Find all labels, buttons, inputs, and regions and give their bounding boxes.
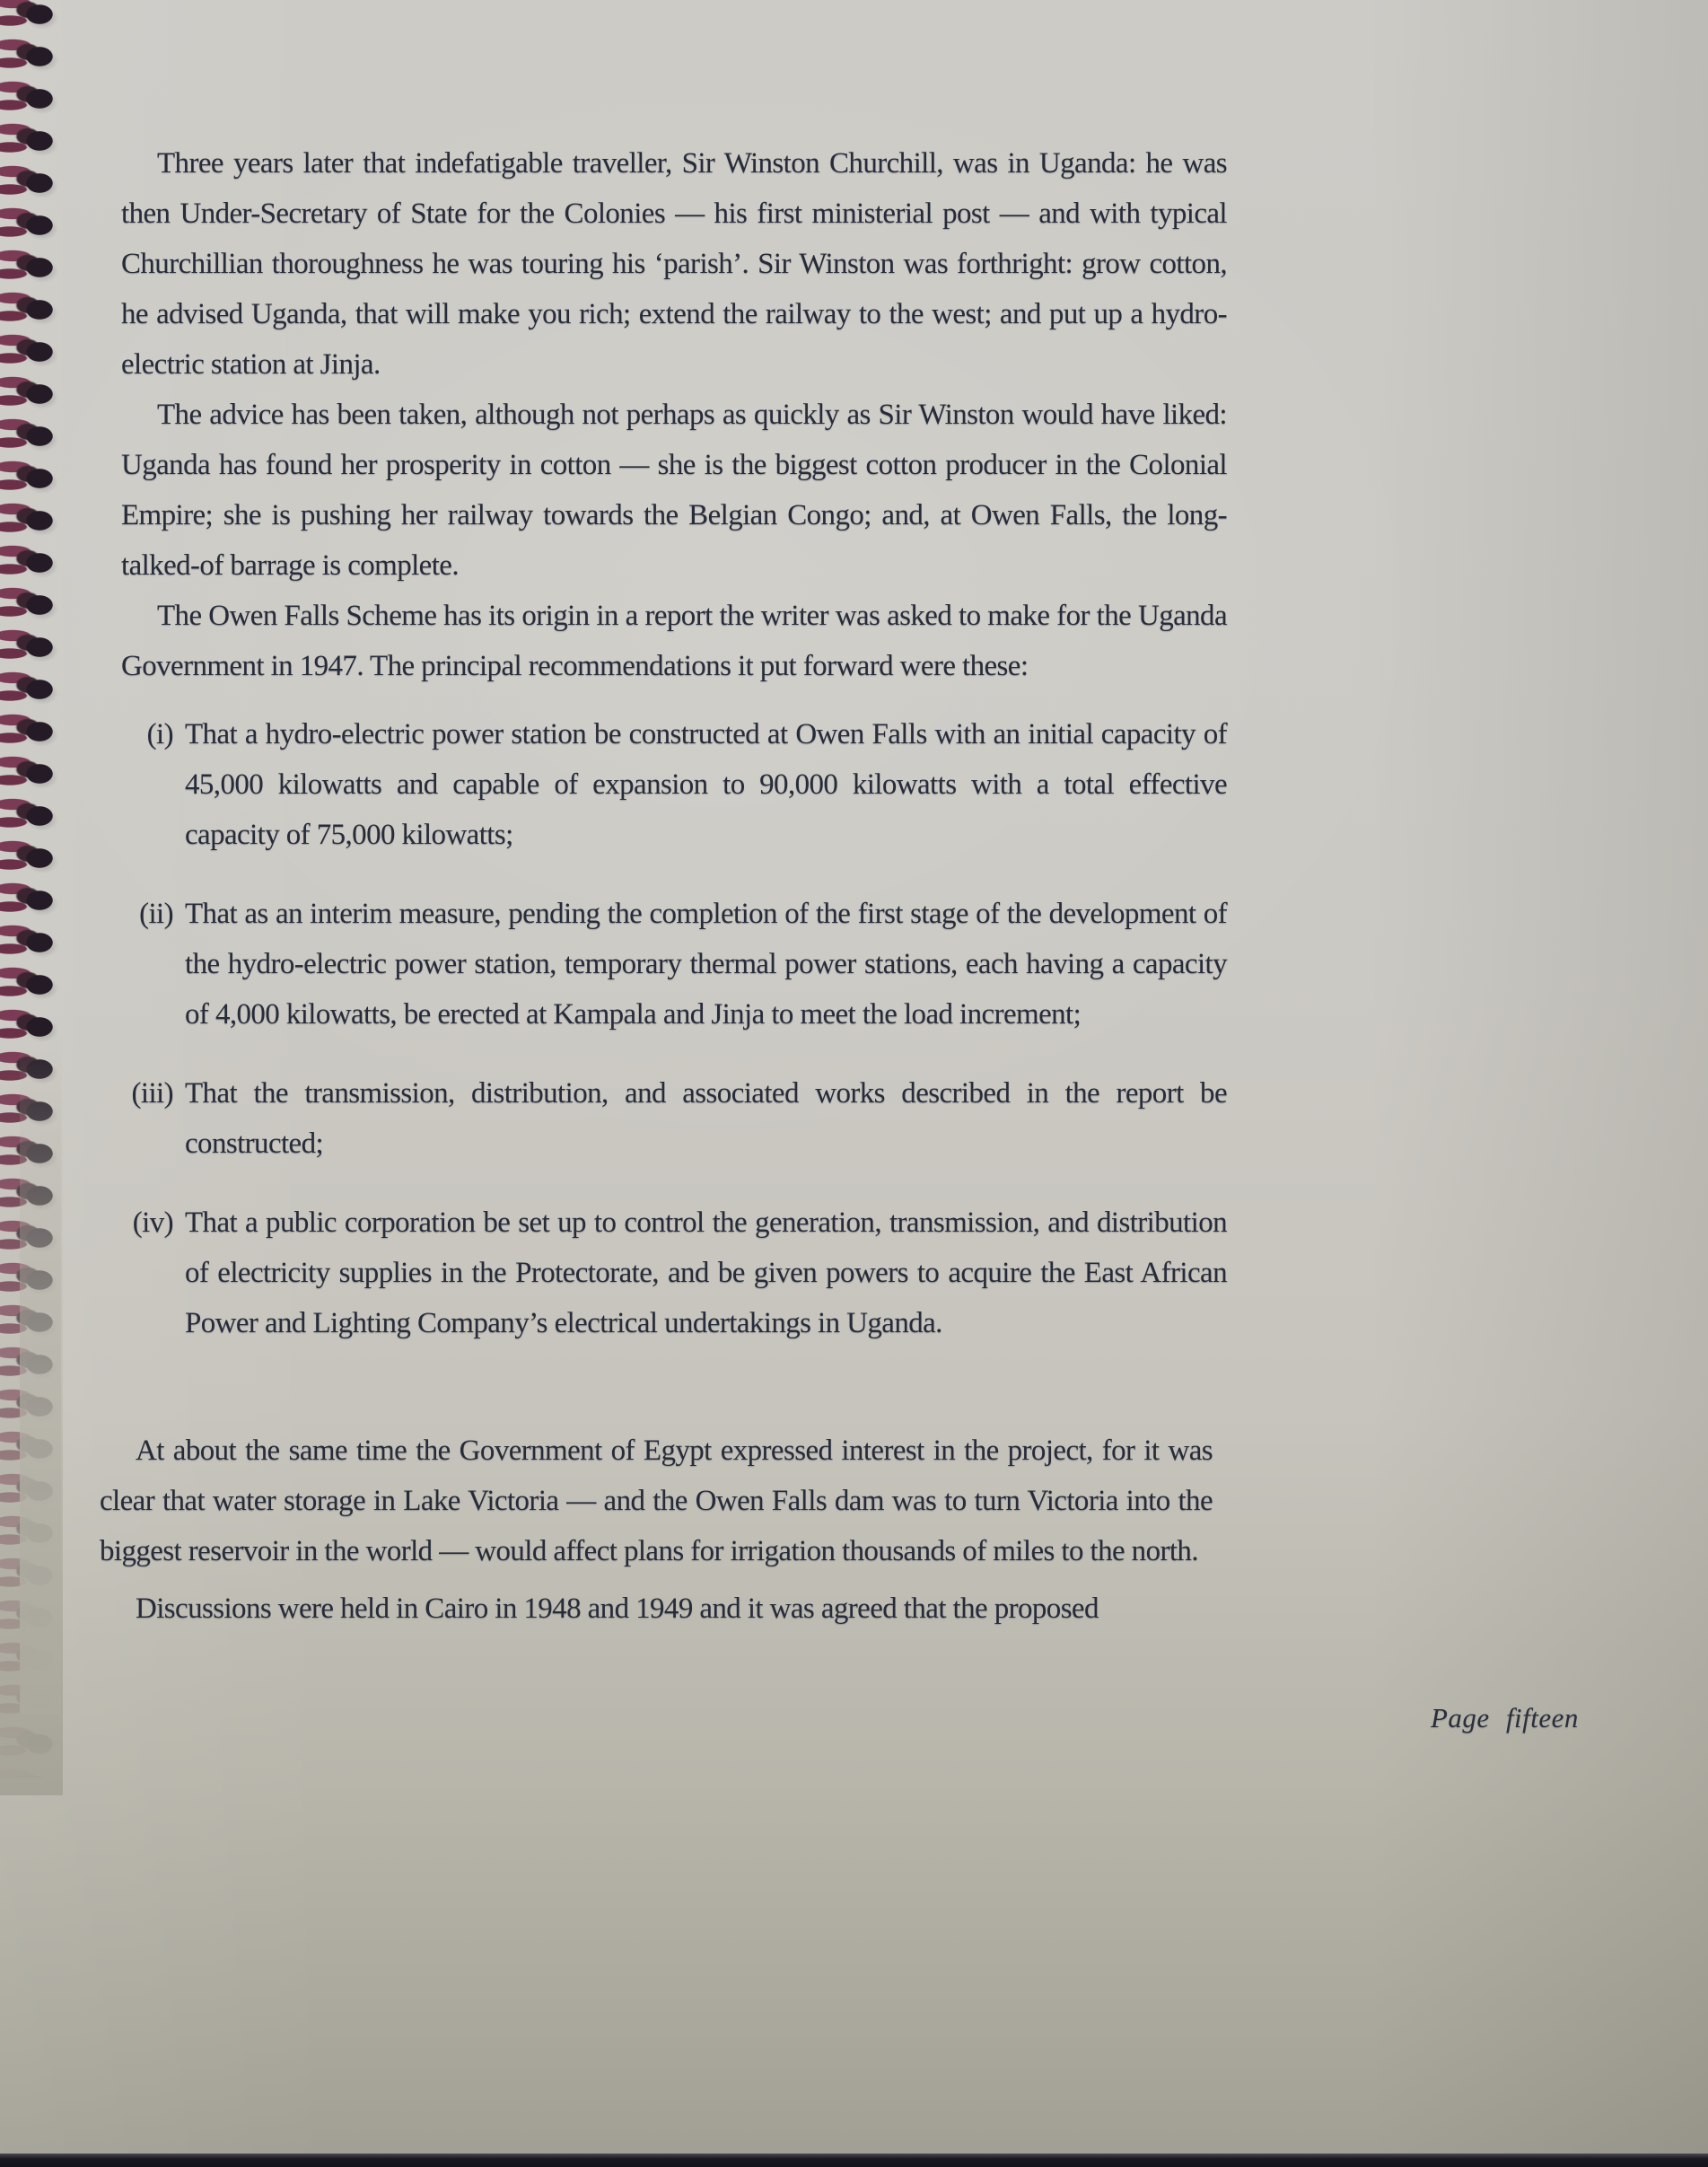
- paragraph-scheme-origin: The Owen Falls Scheme has its origin in a report the writer was asked to make for the Uganda Government in 1947. The principal recommendations it put forward were these:: [121, 600, 1227, 682]
- paragraph-egypt-interest: At about the same time the Government of Egypt expressed interest in the project, for it was clear that water storage in Lake Victoria — and the Owen Falls dam was to turn Victoria into the biggest reservoir in the world — would affect plans for irrigation thousands of miles to the north.: [100, 1434, 1213, 1567]
- paragraph-cairo-discussions: Discussions were held in Cairo in 1948 and 1949 and it was agreed that the proposed: [136, 1592, 1099, 1625]
- list-item: [121, 1068, 1227, 1169]
- list-item-text: That a hydro-electric power station be constructed at Owen Falls with an initial capacity of 45,000 kilowatts and capable of expansion to 90,000 kilowatts with a total effective capacity of 75,000 kilowatts;: [185, 718, 1227, 851]
- list-item-marker: (ii): [139, 898, 173, 930]
- list-item: [121, 709, 1227, 860]
- recommendations-list: [121, 709, 1227, 1348]
- paragraph-churchill-visit: Three years later that indefatigable traveller, Sir Winston Churchill, was in Uganda: he was then Under-Secretary of State for the Colonies — his first ministerial post — and with typical Churchillian thoroughness he was touring his ‘parish’. Sir Winston was forthright: grow cotton, he advised Uganda, that will make you rich; extend the railway to the west; and put up a hydro-electric station at Jinja.: [121, 147, 1227, 381]
- binding-side-fade: [20, 1032, 61, 1715]
- list-item-marker: (iv): [132, 1206, 173, 1239]
- page-text-block: [100, 138, 1227, 1634]
- list-item-text: That a public corporation be set up to control the generation, transmission, and distribution of electricity supplies in the Protectorate, and be given powers to acquire the East African Power and Lighting Company’s electrical undertakings in Uganda.: [185, 1206, 1227, 1339]
- photo-bottom-edge: [0, 2154, 1708, 2167]
- paragraph-advice-taken: The advice has been taken, although not perhaps as quickly as Sir Winston would have liked: Uganda has found her prosperity in cotton — she is the biggest cotton producer in the Colonial Empire; she is pushing her railway towards the Belgian Congo; and, at Owen Falls, the long-talked-of barrage is complete.: [121, 399, 1227, 582]
- page-number-note: Page fifteen: [1431, 1702, 1579, 1733]
- list-item-text: That as an interim measure, pending the completion of the first stage of the development of the hydro-electric power station, temporary thermal power stations, each having a capacity of 4,000 kilowatts, be erected at Kampala and Jinja to meet the load increment;: [185, 898, 1227, 1031]
- list-item-marker: (iii): [131, 1077, 173, 1110]
- list-item: [121, 889, 1227, 1040]
- list-item-marker: (i): [146, 718, 173, 750]
- list-item: [121, 1198, 1227, 1348]
- closing-paragraphs: [100, 1426, 1213, 1634]
- list-item-text: That the transmission, distribution, and associated works described in the report be constructed;: [185, 1077, 1227, 1160]
